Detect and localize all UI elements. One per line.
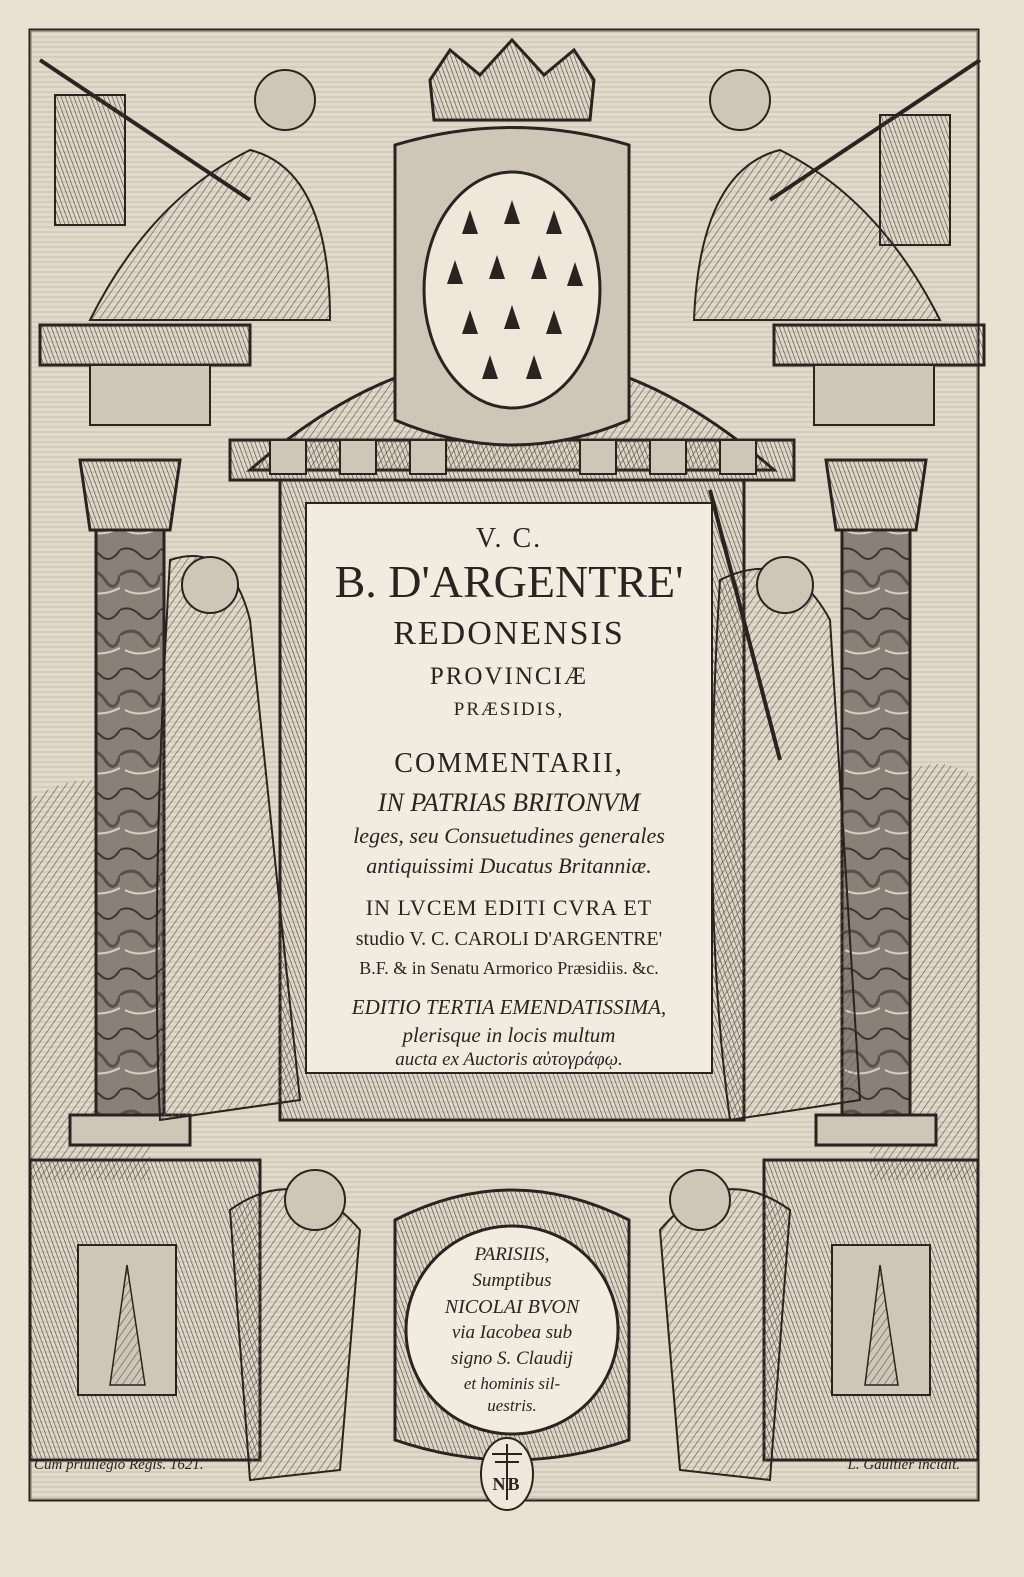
work-title: COMMENTARII,: [394, 748, 624, 779]
author-title-line: V. C.: [475, 523, 543, 554]
title-block: [306, 503, 712, 1073]
imprint-line-4: via Iacobea sub: [451, 1322, 573, 1343]
imprint-city: PARISIIS,: [474, 1244, 550, 1265]
left-column: [96, 530, 164, 1120]
imprint-line-7: uestris.: [487, 1396, 537, 1415]
author-office: PRÆSIDIS,: [453, 699, 565, 720]
edition-line-1: EDITIO TERTIA EMENDATISSIMA,: [351, 995, 667, 1019]
crown: [430, 40, 594, 120]
imprint-line-2: Sumptibus: [472, 1270, 552, 1291]
editor-line-2: studio V. C. CAROLI D'ARGENTRE': [355, 928, 663, 950]
engraver-credit: L. Gaultier incidit.: [847, 1457, 960, 1473]
author-name: B. D'ARGENTRE': [334, 556, 684, 607]
editor-line-3: B.F. & in Senatu Armorico Præsidiis. &c.: [359, 958, 659, 978]
left-column-capital: [80, 460, 180, 530]
right-cherub: [660, 1189, 790, 1480]
imprint-line-6: et hominis sil-: [463, 1374, 561, 1393]
right-banner: [880, 115, 950, 245]
subtitle-line-2: leges, seu Consuetudines generales: [353, 823, 665, 848]
subtitle-line-1: IN PATRIAS BRITONVM: [377, 788, 641, 817]
edition-line-3: aucta ex Auctoris αὐτογράφῳ.: [395, 1049, 623, 1070]
privilege-note: Cum priuilegio Regis. 1621.: [34, 1457, 204, 1473]
left-banner: [55, 95, 125, 225]
left-cherub: [230, 1189, 360, 1480]
author-province: PROVINCIÆ: [429, 663, 589, 690]
imprint-block: [408, 1234, 616, 1434]
right-capital-block: [774, 325, 984, 365]
imprint-publisher: NICOLAI BVON: [444, 1296, 580, 1318]
subtitle-line-3: antiquissimi Ducatus Britanniæ.: [366, 853, 652, 878]
printer-monogram: NB: [492, 1474, 522, 1494]
edition-line-2: plerisque in locis multum: [402, 1023, 616, 1047]
author-city: REDONENSIS: [393, 615, 625, 652]
imprint-line-5: signo S. Claudij: [451, 1348, 573, 1369]
right-column-capital: [826, 460, 926, 530]
left-capital-block: [40, 325, 250, 365]
editor-line-1: IN LVCEM EDITI CVRA ET: [365, 895, 653, 920]
